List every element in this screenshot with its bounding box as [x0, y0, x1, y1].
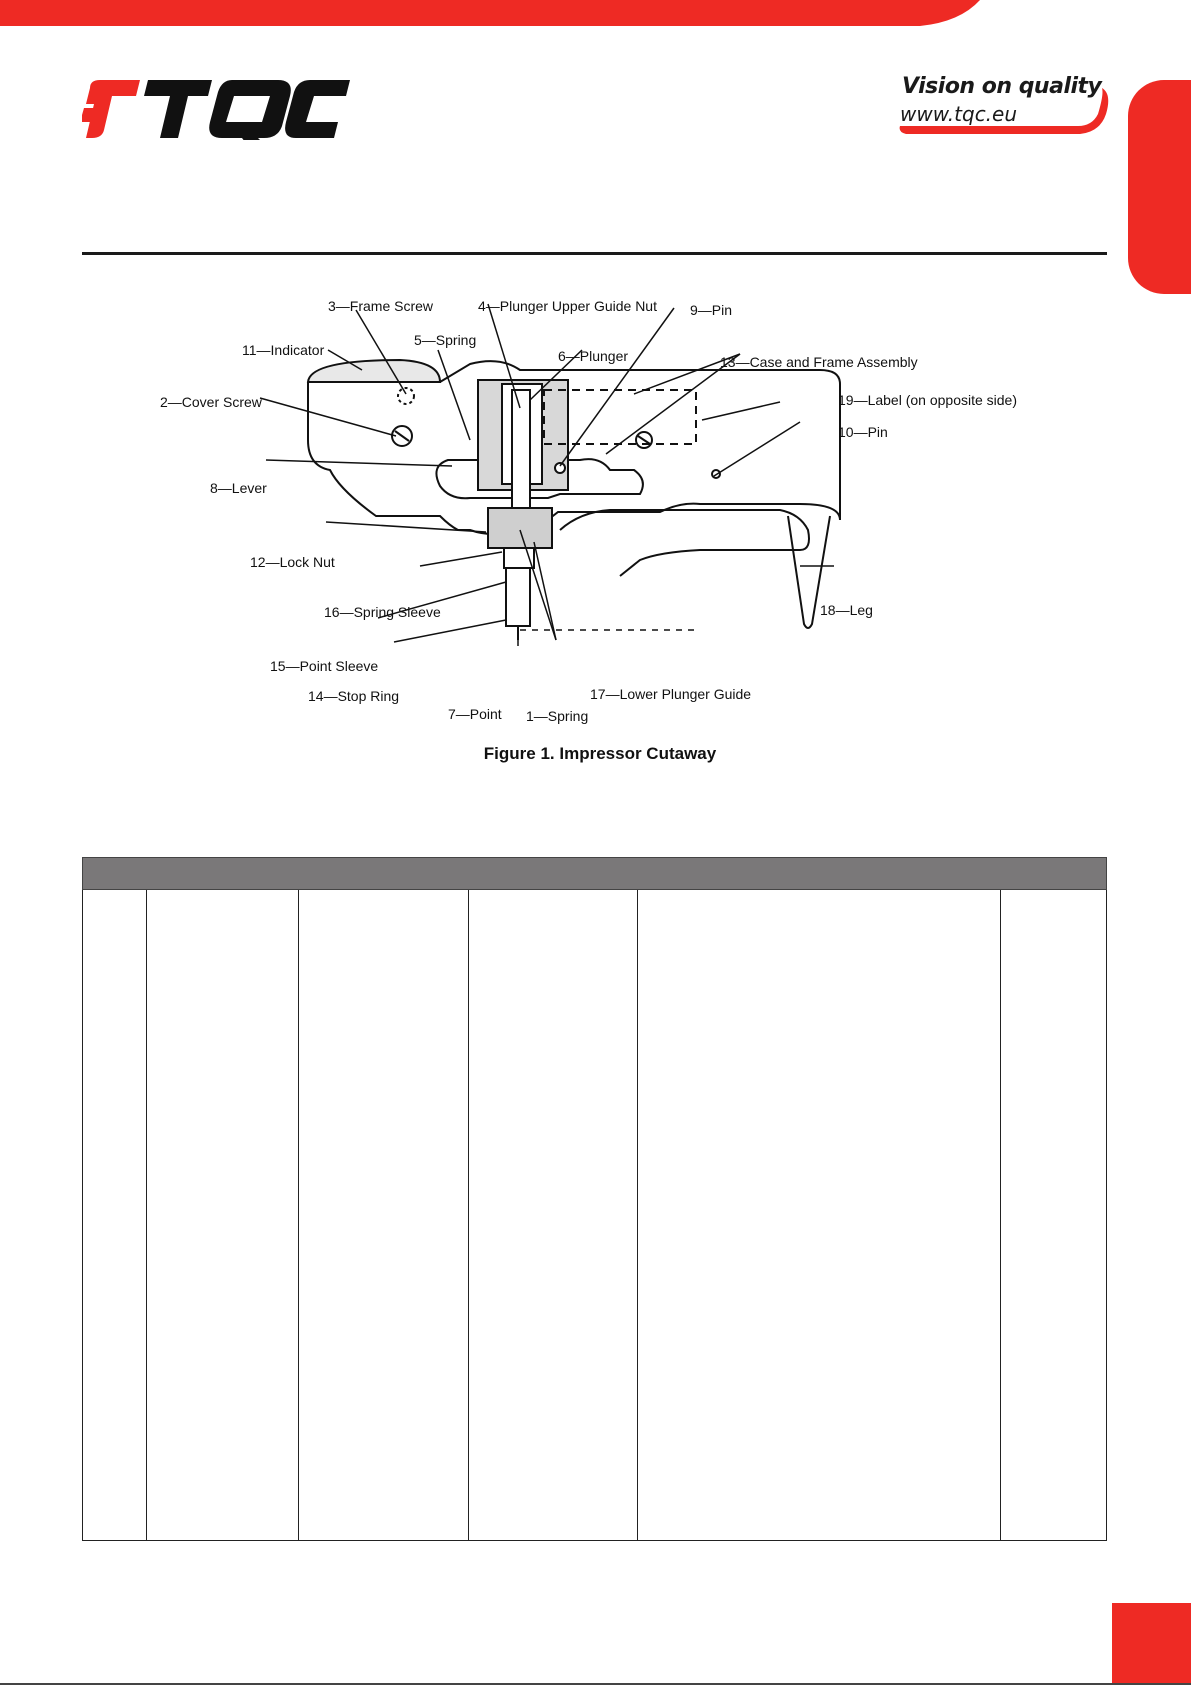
table-body	[82, 890, 1107, 1541]
label-point-sleeve: 15—Point Sleeve	[270, 658, 379, 674]
label-lock-nut: 12—Lock Nut	[250, 554, 335, 570]
data-table	[82, 857, 1107, 1541]
website-link[interactable]: www.tqc.eu	[900, 102, 1018, 126]
header-divider	[82, 252, 1107, 255]
label-cover-screw: 2—Cover Screw	[160, 394, 262, 410]
impressor-cutaway-figure	[140, 290, 1060, 770]
label-pin-9: 9—Pin	[690, 302, 733, 318]
label-plunger: 6—Plunger	[558, 348, 629, 364]
label-spring-sleeve: 16—Spring Sleeve	[324, 604, 441, 620]
column-divider	[637, 890, 638, 1540]
label-spring-5: 5—Spring	[414, 332, 477, 348]
tqc-logo	[82, 78, 352, 140]
label-case-frame: 13—Case and Frame Assembly	[720, 354, 918, 370]
column-divider	[1000, 890, 1001, 1540]
label-stop-ring: 14—Stop Ring	[308, 688, 400, 704]
label-indicator: 11—Indicator	[242, 342, 325, 358]
tagline-block	[892, 74, 1110, 140]
header-red-bar	[0, 0, 1191, 26]
column-divider	[146, 890, 147, 1540]
label-lower-plunger-guide: 17—Lower Plunger Guide	[590, 686, 752, 702]
column-divider	[468, 890, 469, 1540]
label-point: 7—Point	[448, 706, 502, 722]
label-plunger-upper-guide-nut: 4—Plunger Upper Guide Nut	[478, 298, 657, 314]
column-divider	[298, 890, 299, 1540]
table-header	[82, 857, 1107, 890]
label-pin-10: 10—Pin	[838, 424, 888, 440]
tagline-text: Vision on quality	[902, 74, 1102, 99]
label-lever: 8—Lever	[210, 480, 267, 496]
label-leg: 18—Leg	[820, 602, 873, 618]
label-spring-1: 1—Spring	[526, 708, 589, 724]
figure-caption: Figure 1. Impressor Cutaway	[483, 744, 717, 763]
label-opposite-side: 19—Label (on opposite side)	[838, 392, 1018, 408]
page-number-tab	[1112, 1603, 1191, 1685]
side-tab	[1128, 80, 1191, 294]
label-frame-screw: 3—Frame Screw	[328, 298, 434, 314]
